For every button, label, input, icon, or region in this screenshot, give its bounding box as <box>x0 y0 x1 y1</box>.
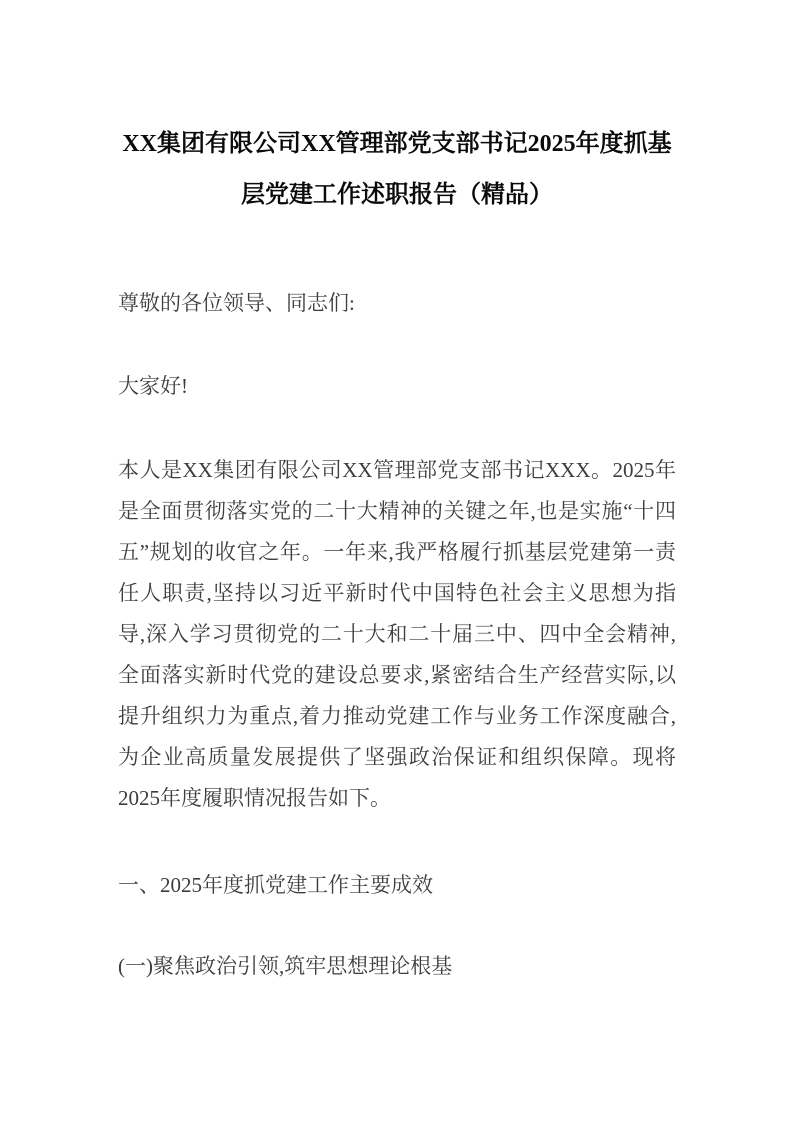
document-title <box>118 0 676 221</box>
intro-line: 为企业高质量发展提供了坚强政治保证和组织保障。现将 <box>118 745 676 769</box>
intro-line: 是全面贯彻落实党的二十大精神的关键之年,也是实施“十四 <box>118 499 676 523</box>
intro-line: 导,深入学习贯彻党的二十大和二十届三中、四中全会精神, <box>118 622 676 646</box>
section-heading: 一、2025年度抓党建工作主要成效 <box>118 873 433 897</box>
title-line-2: 层党建工作述职报告（精品） <box>241 182 553 208</box>
intro-line: 五”规划的收官之年。一年来,我严格履行抓基层党建第一责 <box>118 540 676 564</box>
intro-paragraph <box>118 450 676 819</box>
salute-line: 大家好! <box>118 374 188 398</box>
intro-line: 2025年度履职情况报告如下。 <box>118 786 391 810</box>
intro-line: 本人是XX集团有限公司XX管理部党支部书记XXX。2025年 <box>118 458 676 482</box>
intro-line: 任人职责,坚持以习近平新时代中国特色社会主义思想为指 <box>118 581 676 605</box>
greeting-line: 尊敬的各位领导、同志们: <box>118 291 355 315</box>
subsection-heading: (一)聚焦政治引领,筑牢思想理论根基 <box>118 954 453 978</box>
intro-line: 全面落实新时代党的建设总要求,紧密结合生产经营实际,以 <box>118 663 676 687</box>
intro-line: 提升组织力为重点,着力推动党建工作与业务工作深度融合, <box>118 704 676 728</box>
title-line-1: XX集团有限公司XX管理部党支部书记2025年度抓基 <box>122 131 672 157</box>
